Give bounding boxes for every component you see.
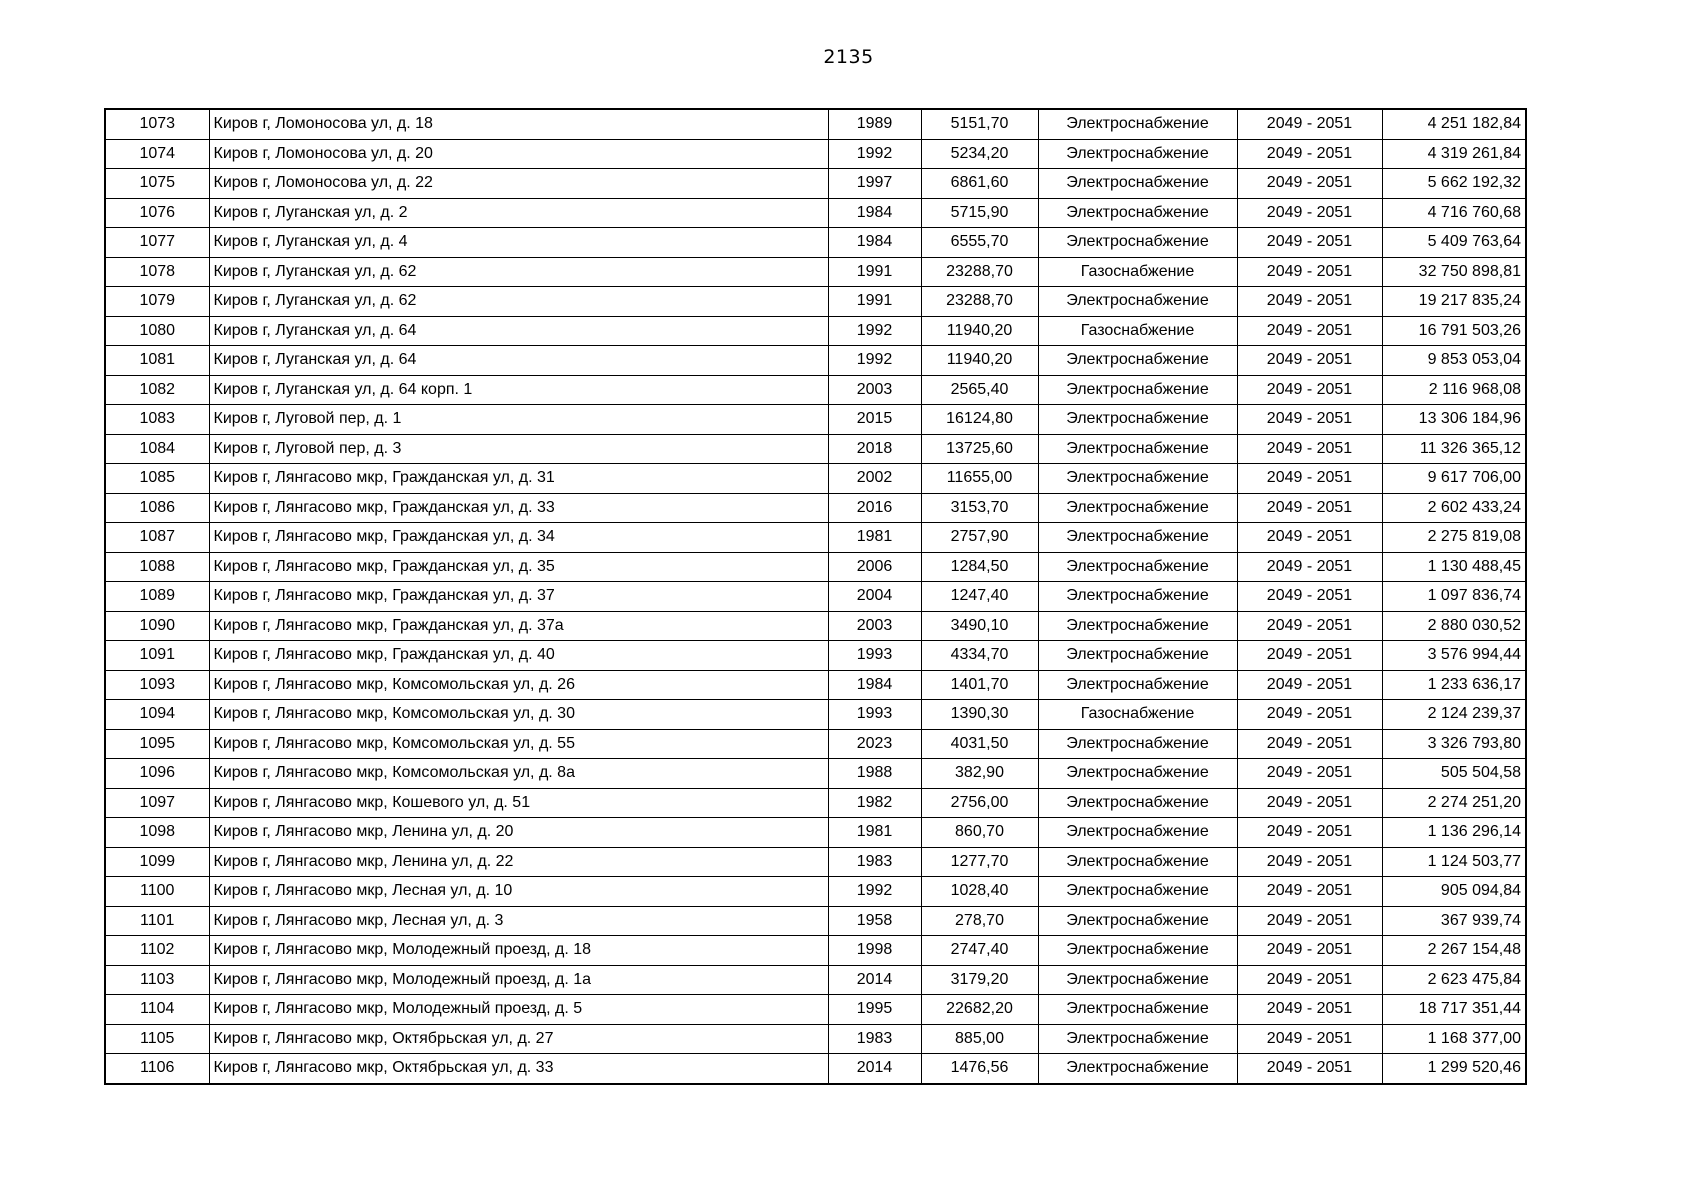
address-cell: Киров г, Луганская ул, д. 64 корп. 1 xyxy=(209,375,828,405)
area-cell: 11655,00 xyxy=(921,464,1038,494)
cost-cell: 16 791 503,26 xyxy=(1382,316,1526,346)
cost-cell: 1 299 520,46 xyxy=(1382,1054,1526,1084)
service-cell: Электроснабжение xyxy=(1038,965,1237,995)
cost-cell: 505 504,58 xyxy=(1382,759,1526,789)
period-cell: 2049 - 2051 xyxy=(1237,109,1382,139)
cost-cell: 9 853 053,04 xyxy=(1382,346,1526,376)
table-row xyxy=(105,906,1526,936)
service-cell: Электроснабжение xyxy=(1038,1024,1237,1054)
area-cell: 11940,20 xyxy=(921,346,1038,376)
service-cell: Электроснабжение xyxy=(1038,552,1237,582)
row-number: 1084 xyxy=(105,434,209,464)
period-cell: 2049 - 2051 xyxy=(1237,1054,1382,1084)
table-row xyxy=(105,198,1526,228)
area-cell: 382,90 xyxy=(921,759,1038,789)
year-cell: 1983 xyxy=(828,847,921,877)
period-cell: 2049 - 2051 xyxy=(1237,139,1382,169)
period-cell: 2049 - 2051 xyxy=(1237,198,1382,228)
address-cell: Киров г, Луганская ул, д. 62 xyxy=(209,257,828,287)
year-cell: 1988 xyxy=(828,759,921,789)
cost-cell: 4 319 261,84 xyxy=(1382,139,1526,169)
period-cell: 2049 - 2051 xyxy=(1237,375,1382,405)
table-row xyxy=(105,759,1526,789)
row-number: 1098 xyxy=(105,818,209,848)
address-cell: Киров г, Лянгасово мкр, Комсомольская ул, д. 8а xyxy=(209,759,828,789)
address-cell: Киров г, Луганская ул, д. 2 xyxy=(209,198,828,228)
period-cell: 2049 - 2051 xyxy=(1237,493,1382,523)
service-cell: Электроснабжение xyxy=(1038,788,1237,818)
year-cell: 2006 xyxy=(828,552,921,582)
area-cell: 11940,20 xyxy=(921,316,1038,346)
address-cell: Киров г, Лянгасово мкр, Молодежный проезд, д. 1а xyxy=(209,965,828,995)
service-cell: Электроснабжение xyxy=(1038,228,1237,258)
year-cell: 1984 xyxy=(828,228,921,258)
service-cell: Электроснабжение xyxy=(1038,523,1237,553)
year-cell: 2014 xyxy=(828,965,921,995)
area-cell: 13725,60 xyxy=(921,434,1038,464)
cost-cell: 1 097 836,74 xyxy=(1382,582,1526,612)
year-cell: 2004 xyxy=(828,582,921,612)
area-cell: 2565,40 xyxy=(921,375,1038,405)
area-cell: 1476,56 xyxy=(921,1054,1038,1084)
year-cell: 1992 xyxy=(828,346,921,376)
service-cell: Газоснабжение xyxy=(1038,316,1237,346)
row-number: 1103 xyxy=(105,965,209,995)
row-number: 1079 xyxy=(105,287,209,317)
service-cell: Электроснабжение xyxy=(1038,759,1237,789)
area-cell: 4334,70 xyxy=(921,641,1038,671)
period-cell: 2049 - 2051 xyxy=(1237,611,1382,641)
address-cell: Киров г, Лянгасово мкр, Гражданская ул, д. 40 xyxy=(209,641,828,671)
service-cell: Электроснабжение xyxy=(1038,906,1237,936)
year-cell: 2015 xyxy=(828,405,921,435)
cost-cell: 11 326 365,12 xyxy=(1382,434,1526,464)
cost-cell: 1 130 488,45 xyxy=(1382,552,1526,582)
area-cell: 23288,70 xyxy=(921,257,1038,287)
table-row xyxy=(105,700,1526,730)
registry-body xyxy=(105,109,1526,1084)
area-cell: 278,70 xyxy=(921,906,1038,936)
cost-cell: 5 662 192,32 xyxy=(1382,169,1526,199)
service-cell: Электроснабжение xyxy=(1038,169,1237,199)
row-number: 1085 xyxy=(105,464,209,494)
area-cell: 1247,40 xyxy=(921,582,1038,612)
area-cell: 1284,50 xyxy=(921,552,1038,582)
year-cell: 1984 xyxy=(828,670,921,700)
table-row xyxy=(105,995,1526,1025)
year-cell: 1991 xyxy=(828,287,921,317)
area-cell: 860,70 xyxy=(921,818,1038,848)
cost-cell: 9 617 706,00 xyxy=(1382,464,1526,494)
area-cell: 1390,30 xyxy=(921,700,1038,730)
row-number: 1080 xyxy=(105,316,209,346)
period-cell: 2049 - 2051 xyxy=(1237,641,1382,671)
period-cell: 2049 - 2051 xyxy=(1237,464,1382,494)
cost-cell: 2 124 239,37 xyxy=(1382,700,1526,730)
cost-cell: 1 124 503,77 xyxy=(1382,847,1526,877)
service-cell: Электроснабжение xyxy=(1038,434,1237,464)
row-number: 1094 xyxy=(105,700,209,730)
service-cell: Электроснабжение xyxy=(1038,1054,1237,1084)
row-number: 1106 xyxy=(105,1054,209,1084)
row-number: 1075 xyxy=(105,169,209,199)
area-cell: 1028,40 xyxy=(921,877,1038,907)
table-row xyxy=(105,847,1526,877)
cost-cell: 3 326 793,80 xyxy=(1382,729,1526,759)
year-cell: 2014 xyxy=(828,1054,921,1084)
cost-cell: 905 094,84 xyxy=(1382,877,1526,907)
table-row xyxy=(105,228,1526,258)
period-cell: 2049 - 2051 xyxy=(1237,936,1382,966)
table-row xyxy=(105,552,1526,582)
cost-cell: 13 306 184,96 xyxy=(1382,405,1526,435)
address-cell: Киров г, Лянгасово мкр, Гражданская ул, д. 34 xyxy=(209,523,828,553)
row-number: 1083 xyxy=(105,405,209,435)
period-cell: 2049 - 2051 xyxy=(1237,818,1382,848)
cost-cell: 18 717 351,44 xyxy=(1382,995,1526,1025)
service-cell: Электроснабжение xyxy=(1038,670,1237,700)
year-cell: 1982 xyxy=(828,788,921,818)
area-cell: 6555,70 xyxy=(921,228,1038,258)
year-cell: 1984 xyxy=(828,198,921,228)
period-cell: 2049 - 2051 xyxy=(1237,582,1382,612)
page-number: 2135 xyxy=(823,46,874,68)
period-cell: 2049 - 2051 xyxy=(1237,670,1382,700)
period-cell: 2049 - 2051 xyxy=(1237,877,1382,907)
year-cell: 1995 xyxy=(828,995,921,1025)
table-row xyxy=(105,1054,1526,1084)
table-row xyxy=(105,434,1526,464)
table-row xyxy=(105,1024,1526,1054)
address-cell: Киров г, Лянгасово мкр, Лесная ул, д. 3 xyxy=(209,906,828,936)
period-cell: 2049 - 2051 xyxy=(1237,346,1382,376)
address-cell: Киров г, Луговой пер, д. 3 xyxy=(209,434,828,464)
address-cell: Киров г, Луговой пер, д. 1 xyxy=(209,405,828,435)
row-number: 1076 xyxy=(105,198,209,228)
row-number: 1090 xyxy=(105,611,209,641)
table-row xyxy=(105,139,1526,169)
period-cell: 2049 - 2051 xyxy=(1237,169,1382,199)
period-cell: 2049 - 2051 xyxy=(1237,788,1382,818)
year-cell: 2016 xyxy=(828,493,921,523)
row-number: 1102 xyxy=(105,936,209,966)
address-cell: Киров г, Лянгасово мкр, Молодежный проезд, д. 18 xyxy=(209,936,828,966)
table-row xyxy=(105,316,1526,346)
table-row xyxy=(105,405,1526,435)
row-number: 1093 xyxy=(105,670,209,700)
cost-cell: 2 274 251,20 xyxy=(1382,788,1526,818)
service-cell: Электроснабжение xyxy=(1038,493,1237,523)
area-cell: 2757,90 xyxy=(921,523,1038,553)
address-cell: Киров г, Лянгасово мкр, Ленина ул, д. 22 xyxy=(209,847,828,877)
year-cell: 1993 xyxy=(828,641,921,671)
cost-cell: 2 267 154,48 xyxy=(1382,936,1526,966)
row-number: 1100 xyxy=(105,877,209,907)
period-cell: 2049 - 2051 xyxy=(1237,228,1382,258)
table-row xyxy=(105,877,1526,907)
row-number: 1087 xyxy=(105,523,209,553)
address-cell: Киров г, Луганская ул, д. 64 xyxy=(209,316,828,346)
row-number: 1074 xyxy=(105,139,209,169)
year-cell: 1992 xyxy=(828,316,921,346)
address-cell: Киров г, Лянгасово мкр, Комсомольская ул, д. 55 xyxy=(209,729,828,759)
table-row xyxy=(105,109,1526,139)
cost-cell: 367 939,74 xyxy=(1382,906,1526,936)
area-cell: 3490,10 xyxy=(921,611,1038,641)
row-number: 1099 xyxy=(105,847,209,877)
address-cell: Киров г, Лянгасово мкр, Комсомольская ул, д. 26 xyxy=(209,670,828,700)
address-cell: Киров г, Ломоносова ул, д. 18 xyxy=(209,109,828,139)
cost-cell: 1 168 377,00 xyxy=(1382,1024,1526,1054)
year-cell: 2002 xyxy=(828,464,921,494)
period-cell: 2049 - 2051 xyxy=(1237,434,1382,464)
row-number: 1101 xyxy=(105,906,209,936)
table-row xyxy=(105,641,1526,671)
year-cell: 2023 xyxy=(828,729,921,759)
area-cell: 3179,20 xyxy=(921,965,1038,995)
cost-cell: 2 602 433,24 xyxy=(1382,493,1526,523)
row-number: 1105 xyxy=(105,1024,209,1054)
service-cell: Электроснабжение xyxy=(1038,877,1237,907)
table-row xyxy=(105,788,1526,818)
area-cell: 3153,70 xyxy=(921,493,1038,523)
table-row xyxy=(105,670,1526,700)
year-cell: 2003 xyxy=(828,375,921,405)
row-number: 1078 xyxy=(105,257,209,287)
area-cell: 4031,50 xyxy=(921,729,1038,759)
area-cell: 16124,80 xyxy=(921,405,1038,435)
area-cell: 5234,20 xyxy=(921,139,1038,169)
year-cell: 1981 xyxy=(828,818,921,848)
period-cell: 2049 - 2051 xyxy=(1237,995,1382,1025)
address-cell: Киров г, Лянгасово мкр, Комсомольская ул, д. 30 xyxy=(209,700,828,730)
service-cell: Электроснабжение xyxy=(1038,405,1237,435)
cost-cell: 2 623 475,84 xyxy=(1382,965,1526,995)
address-cell: Киров г, Ломоносова ул, д. 20 xyxy=(209,139,828,169)
period-cell: 2049 - 2051 xyxy=(1237,552,1382,582)
cost-cell: 1 233 636,17 xyxy=(1382,670,1526,700)
table-row xyxy=(105,523,1526,553)
row-number: 1095 xyxy=(105,729,209,759)
period-cell: 2049 - 2051 xyxy=(1237,523,1382,553)
row-number: 1086 xyxy=(105,493,209,523)
table-row xyxy=(105,582,1526,612)
address-cell: Киров г, Лянгасово мкр, Гражданская ул, д. 31 xyxy=(209,464,828,494)
address-cell: Киров г, Луганская ул, д. 62 xyxy=(209,287,828,317)
cost-cell: 32 750 898,81 xyxy=(1382,257,1526,287)
year-cell: 2003 xyxy=(828,611,921,641)
table-row xyxy=(105,287,1526,317)
period-cell: 2049 - 2051 xyxy=(1237,700,1382,730)
year-cell: 1997 xyxy=(828,169,921,199)
year-cell: 1992 xyxy=(828,877,921,907)
cost-cell: 2 116 968,08 xyxy=(1382,375,1526,405)
service-cell: Электроснабжение xyxy=(1038,582,1237,612)
year-cell: 1958 xyxy=(828,906,921,936)
period-cell: 2049 - 2051 xyxy=(1237,906,1382,936)
address-cell: Киров г, Луганская ул, д. 4 xyxy=(209,228,828,258)
period-cell: 2049 - 2051 xyxy=(1237,729,1382,759)
period-cell: 2049 - 2051 xyxy=(1237,965,1382,995)
cost-cell: 5 409 763,64 xyxy=(1382,228,1526,258)
service-cell: Электроснабжение xyxy=(1038,109,1237,139)
address-cell: Киров г, Лянгасово мкр, Гражданская ул, д. 37 xyxy=(209,582,828,612)
row-number: 1082 xyxy=(105,375,209,405)
service-cell: Электроснабжение xyxy=(1038,847,1237,877)
address-cell: Киров г, Лянгасово мкр, Гражданская ул, д. 33 xyxy=(209,493,828,523)
address-cell: Киров г, Лянгасово мкр, Октябрьская ул, д. 33 xyxy=(209,1054,828,1084)
cost-cell: 4 716 760,68 xyxy=(1382,198,1526,228)
address-cell: Киров г, Лянгасово мкр, Октябрьская ул, д. 27 xyxy=(209,1024,828,1054)
row-number: 1077 xyxy=(105,228,209,258)
cost-cell: 3 576 994,44 xyxy=(1382,641,1526,671)
area-cell: 885,00 xyxy=(921,1024,1038,1054)
table-row xyxy=(105,375,1526,405)
table-row xyxy=(105,493,1526,523)
area-cell: 5715,90 xyxy=(921,198,1038,228)
period-cell: 2049 - 2051 xyxy=(1237,316,1382,346)
area-cell: 5151,70 xyxy=(921,109,1038,139)
area-cell: 2756,00 xyxy=(921,788,1038,818)
service-cell: Электроснабжение xyxy=(1038,139,1237,169)
year-cell: 1992 xyxy=(828,139,921,169)
year-cell: 2018 xyxy=(828,434,921,464)
service-cell: Электроснабжение xyxy=(1038,611,1237,641)
service-cell: Газоснабжение xyxy=(1038,257,1237,287)
table-row xyxy=(105,257,1526,287)
year-cell: 1989 xyxy=(828,109,921,139)
row-number: 1088 xyxy=(105,552,209,582)
service-cell: Электроснабжение xyxy=(1038,198,1237,228)
period-cell: 2049 - 2051 xyxy=(1237,847,1382,877)
period-cell: 2049 - 2051 xyxy=(1237,257,1382,287)
row-number: 1073 xyxy=(105,109,209,139)
service-cell: Газоснабжение xyxy=(1038,700,1237,730)
service-cell: Электроснабжение xyxy=(1038,995,1237,1025)
area-cell: 23288,70 xyxy=(921,287,1038,317)
table-row xyxy=(105,965,1526,995)
area-cell: 1401,70 xyxy=(921,670,1038,700)
service-cell: Электроснабжение xyxy=(1038,641,1237,671)
cost-cell: 4 251 182,84 xyxy=(1382,109,1526,139)
table-row xyxy=(105,818,1526,848)
service-cell: Электроснабжение xyxy=(1038,729,1237,759)
area-cell: 22682,20 xyxy=(921,995,1038,1025)
period-cell: 2049 - 2051 xyxy=(1237,759,1382,789)
address-cell: Киров г, Лянгасово мкр, Молодежный проезд, д. 5 xyxy=(209,995,828,1025)
service-cell: Электроснабжение xyxy=(1038,936,1237,966)
area-cell: 6861,60 xyxy=(921,169,1038,199)
table-row xyxy=(105,729,1526,759)
service-cell: Электроснабжение xyxy=(1038,818,1237,848)
service-cell: Электроснабжение xyxy=(1038,375,1237,405)
cost-cell: 1 136 296,14 xyxy=(1382,818,1526,848)
year-cell: 1991 xyxy=(828,257,921,287)
address-cell: Киров г, Лянгасово мкр, Гражданская ул, д. 35 xyxy=(209,552,828,582)
table-row xyxy=(105,936,1526,966)
year-cell: 1981 xyxy=(828,523,921,553)
address-cell: Киров г, Луганская ул, д. 64 xyxy=(209,346,828,376)
year-cell: 1983 xyxy=(828,1024,921,1054)
registry-table xyxy=(104,108,1527,1085)
table-row xyxy=(105,169,1526,199)
service-cell: Электроснабжение xyxy=(1038,346,1237,376)
cost-cell: 19 217 835,24 xyxy=(1382,287,1526,317)
address-cell: Киров г, Лянгасово мкр, Лесная ул, д. 10 xyxy=(209,877,828,907)
area-cell: 2747,40 xyxy=(921,936,1038,966)
address-cell: Киров г, Лянгасово мкр, Гражданская ул, д. 37а xyxy=(209,611,828,641)
table-row xyxy=(105,346,1526,376)
service-cell: Электроснабжение xyxy=(1038,464,1237,494)
service-cell: Электроснабжение xyxy=(1038,287,1237,317)
cost-cell: 2 275 819,08 xyxy=(1382,523,1526,553)
period-cell: 2049 - 2051 xyxy=(1237,1024,1382,1054)
period-cell: 2049 - 2051 xyxy=(1237,405,1382,435)
row-number: 1097 xyxy=(105,788,209,818)
year-cell: 1998 xyxy=(828,936,921,966)
row-number: 1096 xyxy=(105,759,209,789)
table-row xyxy=(105,464,1526,494)
cost-cell: 2 880 030,52 xyxy=(1382,611,1526,641)
table-row xyxy=(105,611,1526,641)
row-number: 1091 xyxy=(105,641,209,671)
period-cell: 2049 - 2051 xyxy=(1237,287,1382,317)
row-number: 1081 xyxy=(105,346,209,376)
area-cell: 1277,70 xyxy=(921,847,1038,877)
row-number: 1104 xyxy=(105,995,209,1025)
address-cell: Киров г, Ломоносова ул, д. 22 xyxy=(209,169,828,199)
row-number: 1089 xyxy=(105,582,209,612)
address-cell: Киров г, Лянгасово мкр, Ленина ул, д. 20 xyxy=(209,818,828,848)
year-cell: 1993 xyxy=(828,700,921,730)
address-cell: Киров г, Лянгасово мкр, Кошевого ул, д. 51 xyxy=(209,788,828,818)
